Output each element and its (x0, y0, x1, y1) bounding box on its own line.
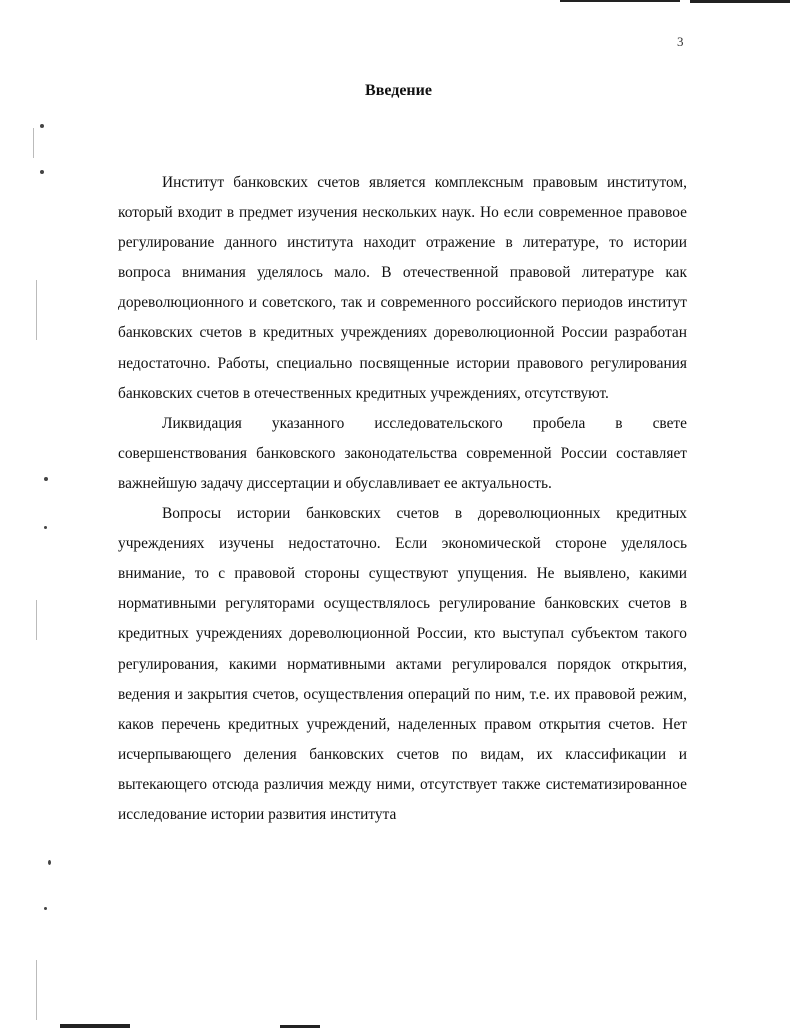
paragraph-1: Институт банковских счетов является комплексным правовым институтом, который входит в предмет изучения нескольких наук. Но если современное правовое регулирование данного института находит отражение в литературе, то истории вопроса внимания уделялось мало. В отечественной правовой литературе как дореволюционного и советского, так и современного российского периодов институт банковских счетов в кредитных учреждениях дореволюционной России разработан недостаточно. Работы, специально посвященные истории правового регулирования банковских счетов в отечественных кредитных учреждениях, отсутствуют. (118, 174, 687, 402)
margin-mark-line (36, 280, 37, 340)
scan-speck (44, 907, 47, 910)
paragraph-3: Вопросы истории банковских счетов в дореволюционных кредитных учреждениях изучены недостаточно. Если экономической стороне уделялось внимание, то с правовой стороны существуют упущения. Не выявлено, какими нормативными регуляторами осуществлялось регулирование банковских счетов в кредитных учреждениях дореволюционной России, кто выступал субъектом такого регулирования, какими нормативными актами регулировался порядок открытия, ведения и закрытия счетов, осуществления операций по ним, т.е. их правовой режим, каков перечень кредитных учреждений, наделенных правом открытия счетов. Нет исчерпывающего деления банковских счетов по видам, их классификации и вытекающего отсюда различия между ними, отсутствует также систематизированное исследование истории развития института (118, 505, 687, 823)
scan-artifact-top (560, 0, 680, 2)
margin-mark-line (33, 128, 34, 158)
paragraph-2: Ликвидация указанного исследовательского пробела в свете совершенствования банковского законодательства современной России составляет важнейшую задачу диссертации и обуславливает ее актуальность. (118, 414, 687, 492)
scan-speck (40, 170, 44, 174)
scan-speck (44, 477, 48, 481)
scan-speck (40, 124, 44, 128)
scan-artifact-bottom (60, 1024, 130, 1028)
page-title: Введение (365, 82, 432, 99)
page-number: 3 (677, 34, 684, 49)
scan-artifact-top-right (690, 0, 790, 3)
margin-mark-line (36, 600, 37, 640)
margin-mark-line (36, 960, 37, 1020)
scan-speck (44, 526, 47, 529)
body-text (118, 168, 687, 830)
scan-speck (48, 860, 51, 865)
